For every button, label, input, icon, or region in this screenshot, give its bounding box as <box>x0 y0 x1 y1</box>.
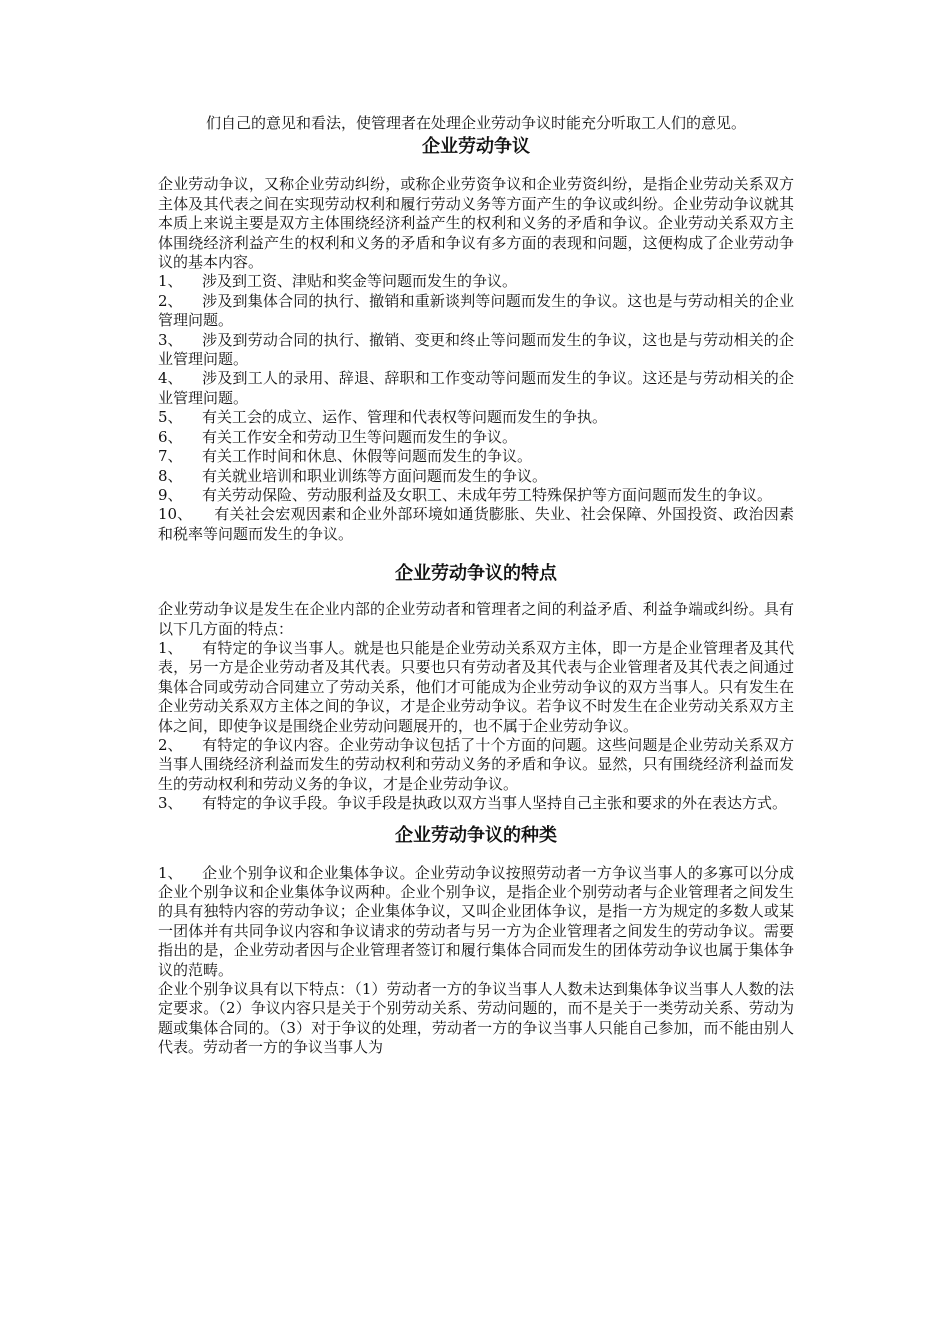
item-text: 有关工作安全和劳动卫生等问题而发生的争议。 <box>202 427 518 446</box>
section-2-title: 企业劳动争议的特点 <box>395 563 557 585</box>
item-number: 5、 <box>158 408 183 427</box>
item-number: 3、 <box>158 330 183 349</box>
item-text: 涉及到集体合同的执行、撤销和重新谈判等问题而发生的争议。这也是与劳动相关的企业管理问题。 <box>158 291 794 330</box>
item-text: 涉及到劳动合同的执行、撤销、变更和终止等问题而发生的争议，这也是与劳动相关的企业管理问题。 <box>158 330 794 369</box>
list-item <box>158 428 794 447</box>
item-text: 企业个别争议和企业集体争议。企业劳动争议按照劳动者一方争议当事人的多寡可以分成企业个别争议和企业集体争议两种。企业个别争议，是指企业个别劳动者与企业管理者之间发生的具有独特内容的劳动争议；企业集体争议，又叫企业团体争议，是指一方为规定的多数人或某一团体并有共同争议内容和争议请求的劳动者与另一方为企业管理者之间发生的劳动争议。需要指出的是，企业劳动者因与企业管理者签订和履行集体合同而发生的团体劳动争议也属于集体争议的范畴。 <box>158 863 794 979</box>
section-3-title: 企业劳动争议的种类 <box>395 824 557 846</box>
intro-tail-paragraph: 们自己的意见和看法，使管理者在处理企业劳动争议时能充分听取工人们的意见。 <box>205 114 746 132</box>
section-3-list <box>158 864 794 980</box>
list-item <box>158 467 794 486</box>
item-number: 2、 <box>158 291 183 310</box>
section-1-paragraph: 企业劳动争议，又称企业劳动纠纷，或称企业劳资争议和企业劳资纠纷，是指企业劳动关系双方主体及其代表之间在实现劳动权利和履行劳动义务等方面产生的争议或纠纷。企业劳动争议就其本质上来说主要是双方主体围绕经济利益产生的权利和义务的矛盾和争议。企业劳动关系双方主体围绕经济利益产生的权利和义务的矛盾和争议有多方面的表现和问题，这便构成了企业劳动争议的基本内容。 <box>158 175 794 272</box>
item-number: 6、 <box>158 427 183 446</box>
item-number: 4、 <box>158 369 183 388</box>
item-text: 有关劳动保险、劳动服利益及女职工、未成年劳工特殊保护等方面问题而发生的争议。 <box>202 485 773 504</box>
list-item <box>158 408 794 427</box>
item-text: 涉及到工人的录用、辞退、辞职和工作变动等问题而发生的争议。这还是与劳动相关的企业管理问题。 <box>158 369 794 407</box>
list-item <box>158 292 794 331</box>
list-item <box>158 447 794 466</box>
list-item <box>158 486 794 505</box>
list-item <box>158 864 794 980</box>
item-text: 有关工会的成立、运作、管理和代表权等问题而发生的争执。 <box>202 408 608 427</box>
list-item <box>158 639 794 736</box>
item-number: 8、 <box>158 466 183 485</box>
item-number: 1、 <box>158 638 183 657</box>
list-item <box>158 272 794 291</box>
section-3-paragraph: 企业个别争议具有以下特点：（1）劳动者一方的争议当事人人数未达到集体争议当事人人数的法定要求。（2）争议内容只是关于个别劳动关系、劳动问题的，而不是关于一类劳动关系、劳动为题或集体合同的。（3）对于争议的处理，劳动者一方的争议当事人只能自己参加，而不能由别人代表。劳动者一方的争议当事人为 <box>158 980 794 1057</box>
item-number: 1、 <box>158 272 183 291</box>
item-text: 涉及到工资、津贴和奖金等问题而发生的争议。 <box>202 272 518 291</box>
document-page <box>158 114 794 1058</box>
item-number: 3、 <box>158 794 183 813</box>
section-2-paragraph: 企业劳动争议是发生在企业内部的企业劳动者和管理者之间的利益矛盾、利益争端或纠纷。具有以下几方面的特点： <box>158 600 794 638</box>
item-number: 10、 <box>158 505 193 524</box>
section-1-title: 企业劳动争议 <box>422 136 530 158</box>
item-text: 有特定的争议当事人。就是也只能是企业劳动关系双方主体，即一方是企业管理者及其代表，另一方是企业劳动者及其代表。只要也只有劳动者及其代表与企业管理者及其代表之间通过集体合同或劳动合同建立了劳动关系，他们才可能成为企业劳动争议的双方当事人。只有发生在企业劳动关系双方主体之间的争议，才是企业劳动争议。若争议不时发生在企业劳动关系双方主体之间，即使争议是围绕企业劳动问题展开的，也不属于企业劳动争议。 <box>158 638 794 735</box>
item-number: 2、 <box>158 735 183 754</box>
list-item <box>158 794 794 813</box>
list-item <box>158 505 794 544</box>
item-text: 有特定的争议内容。企业劳动争议包括了十个方面的问题。这些问题是企业劳动关系双方当事人围绕经济利益而发生的劳动权利和劳动义务的矛盾和争议。显然，只有围绕经济利益而发生的劳动权利和劳动义务的争议，才是企业劳动争议。 <box>158 735 794 793</box>
section-2-list <box>158 639 794 814</box>
list-item <box>158 369 794 408</box>
item-number: 1、 <box>158 863 183 882</box>
section-1-list <box>158 272 794 544</box>
item-number: 7、 <box>158 447 183 466</box>
item-text: 有关就业培训和职业训练等方面问题而发生的争议。 <box>202 466 548 485</box>
item-number: 9、 <box>158 485 183 504</box>
item-text: 有关工作时间和休息、休假等问题而发生的争议。 <box>202 447 533 466</box>
item-text: 有关社会宏观因素和企业外部环境如通货膨胀、失业、社会保障、外国投资、政治因素和税率等问题而发生的争议。 <box>158 505 794 543</box>
item-text: 有特定的争议手段。争议手段是执政以双方当事人坚持自己主张和要求的外在表达方式。 <box>202 794 788 813</box>
list-item <box>158 736 794 794</box>
list-item <box>158 331 794 370</box>
